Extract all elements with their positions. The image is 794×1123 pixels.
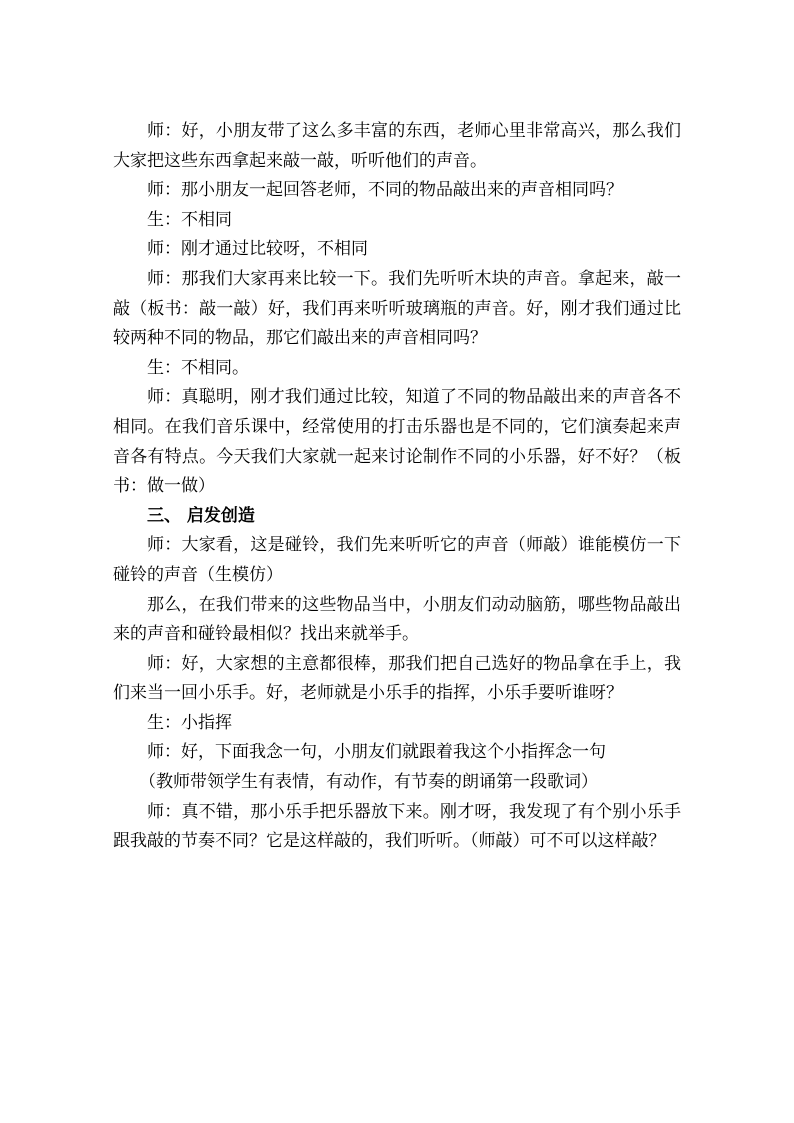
- paragraph: 生：不相同: [147, 209, 232, 230]
- paragraph: 师：大家看，这是碰铃，我们先来听听它的声音（师敲）谁能模仿一下碰铃的声音（生模仿）: [113, 535, 681, 585]
- paragraph: 师：好，下面我念一句，小朋友们就跟着我这个小指挥念一句: [147, 742, 606, 763]
- paragraph: 师：真聪明，刚才我们通过比较，知道了不同的物品敲出来的声音各不相同。在我们音乐课中，经常使用的打击乐器也是不同的，它们演奏起来声音各有特点。今天我们大家就一起来讨论制作不同的小乐器，好不好？（板书：做一做）: [113, 387, 681, 497]
- paragraph: 那么，在我们带来的这些物品当中，小朋友们动动脑筋，哪些物品敲出来的声音和碰铃最相似？找出来就举手。: [113, 594, 681, 645]
- document-body: [113, 117, 681, 857]
- paragraph: 师：好，大家想的主意都很棒，那我们把自己选好的物品拿在手上，我们来当一回小乐手。好，老师就是小乐手的指挥，小乐手要听谁呀？: [113, 653, 681, 704]
- paragraph: 师：那我们大家再来比较一下。我们先听听木块的声音。拿起来，敲一敲（板书：敲一敲）好，我们再来听听玻璃瓶的声音。好，刚才我们通过比较两种不同的物品，那它们敲出来的声音相同吗？: [113, 268, 681, 349]
- stage-direction: （教师带领学生有表情，有动作，有节奏的朗诵第一段歌词）: [139, 772, 598, 793]
- paragraph: 师：真不错，那小乐手把乐器放下来。刚才呀，我发现了有个别小乐手跟我敲的节奏不同？它是这样敲的，我们听听。（师敲）可不可以这样敲？: [113, 801, 681, 852]
- paragraph: 师：那小朋友一起回答老师，不同的物品敲出来的声音相同吗？: [147, 180, 623, 201]
- paragraph: 师：好，小朋友带了这么多丰富的东西，老师心里非常高兴，那么我们大家把这些东西拿起来敲一敲，听听他们的声音。: [113, 121, 681, 171]
- paragraph: 生：不相同。: [147, 357, 249, 378]
- paragraph: 生：小指挥: [147, 712, 232, 733]
- section-heading: 三、 启发创造: [147, 505, 255, 526]
- paragraph: 师：刚才通过比较呀，不相同: [147, 239, 368, 260]
